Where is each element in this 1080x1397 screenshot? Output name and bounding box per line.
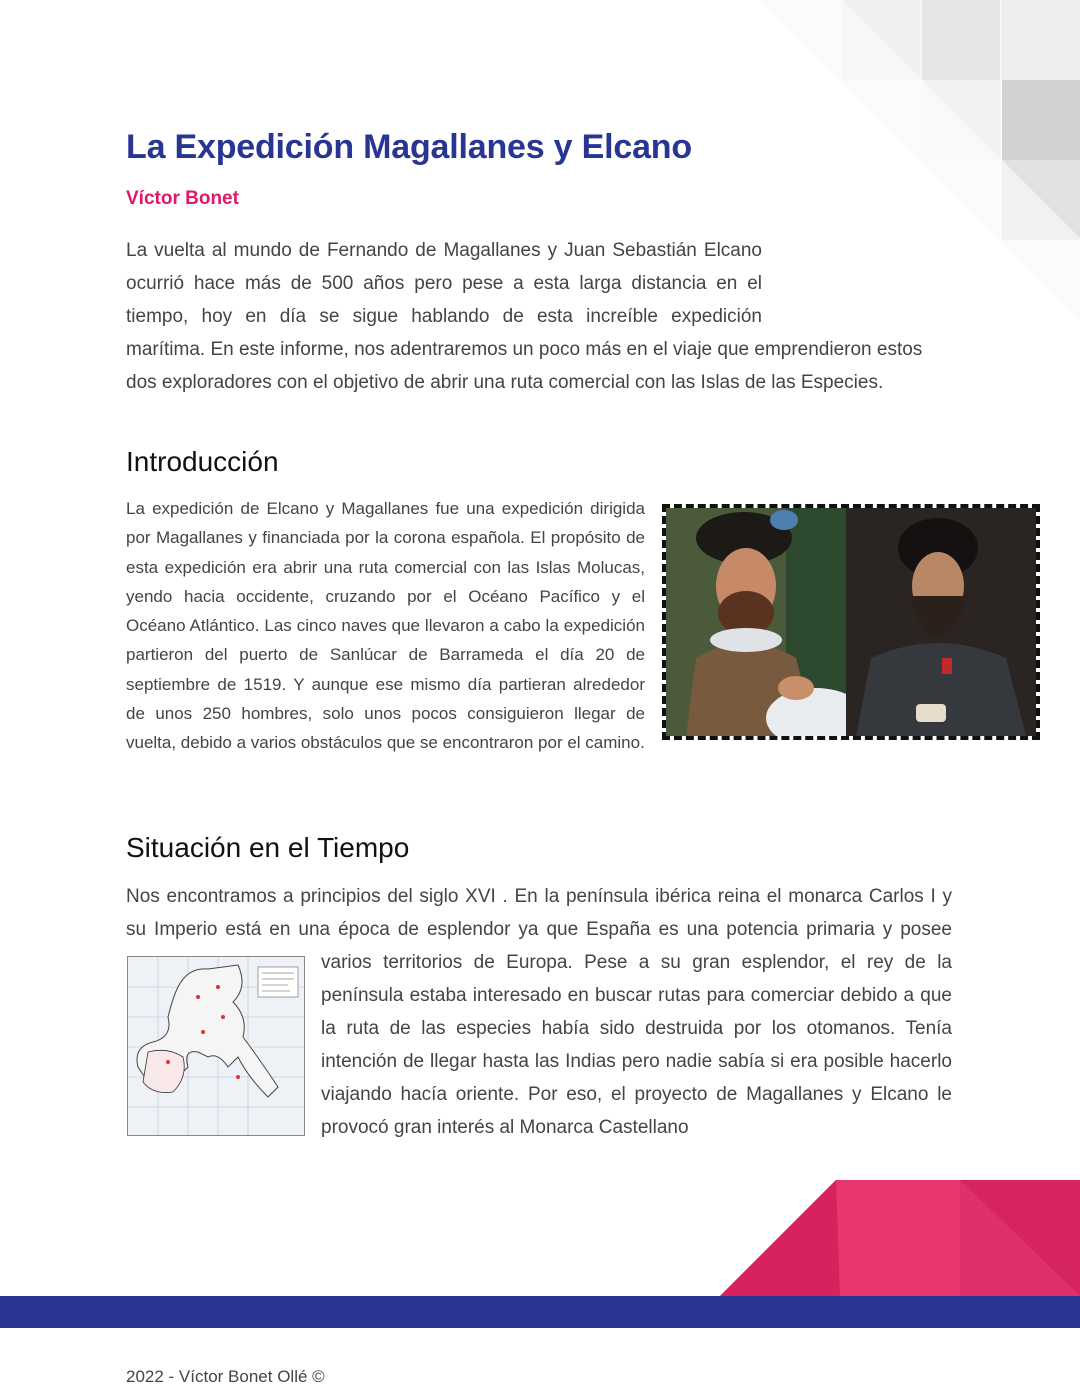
document-title: La Expedición Magallanes y Elcano bbox=[126, 128, 692, 166]
intro-line: tiempo, hoy en día se sigue hablando de esta increíble expedición bbox=[126, 306, 762, 327]
section-body-situacion-top bbox=[126, 880, 952, 946]
magallanes-portrait bbox=[846, 508, 1036, 736]
section-body-introduccion: La expedición de Elcano y Magallanes fue una expedición dirigida por Magallanes y financiada por la corona española. El propósito de esta expedición era abrir una ruta comercial con las Islas Molucas, yendo hacia occidente, cruzando por el Océano Pacífico y el Océano Atlántico. Las cinco naves que llevaron a cabo la expedición partieron del puerto de Sanlúcar de Barrameda el día 20 de septiembre de 1519. Y aunque ese mismo día partieran alrededor de unos 250 hombres, solo unos pocos consiguieron llegar de vuelta, debido a varios obstáculos que se encontraron por el camino. bbox=[126, 499, 645, 753]
footer-copyright: 2022 - Víctor Bonet Ollé © bbox=[126, 1367, 325, 1386]
author-name: Víctor Bonet bbox=[126, 188, 239, 209]
historical-map-image bbox=[127, 956, 305, 1136]
intro-line: La vuelta al mundo de Fernando de Magallanes y Juan Sebastián Elcano bbox=[126, 240, 762, 261]
corner-decoration-bottom bbox=[720, 1180, 1080, 1296]
section-body-situacion-side: varios territorios de Europa. Pese a su gran esplendor, el rey de la península estaba interesado en buscar rutas para comerciar debido a que la ruta de las especies había sido destruida por los otomanos. Tenía intención de llegar hasta las Indias pero nadie sabía si era posible hacerlo viajando hacía oriente. Por eso, el proyecto de Magallanes y Elcano le provocó gran interés al Monarca Castellano bbox=[321, 952, 952, 1138]
elcano-portrait bbox=[666, 508, 846, 736]
footer-band bbox=[0, 1296, 1080, 1328]
section-heading-situacion: Situación en el Tiempo bbox=[126, 832, 410, 863]
situacion-line: su Imperio está en una época de esplendor ya que España es una potencia primaria y posee bbox=[126, 919, 952, 940]
section-heading-introduccion: Introducción bbox=[126, 446, 279, 477]
situacion-line: Nos encontramos a principios del siglo XVI . En la península ibérica reina el monarca Carlos I y bbox=[126, 886, 952, 907]
intro-rest: marítima. En este informe, nos adentraremos un poco más en el viaje que emprendieron estos dos exploradores con el objetivo de abrir una ruta comercial con las Islas de las Especies. bbox=[126, 339, 923, 393]
intro-line: ocurrió hace más de 500 años pero pese a esta larga distancia en el bbox=[126, 273, 762, 294]
portraits-image bbox=[662, 504, 1040, 740]
intro-paragraph bbox=[126, 234, 952, 399]
